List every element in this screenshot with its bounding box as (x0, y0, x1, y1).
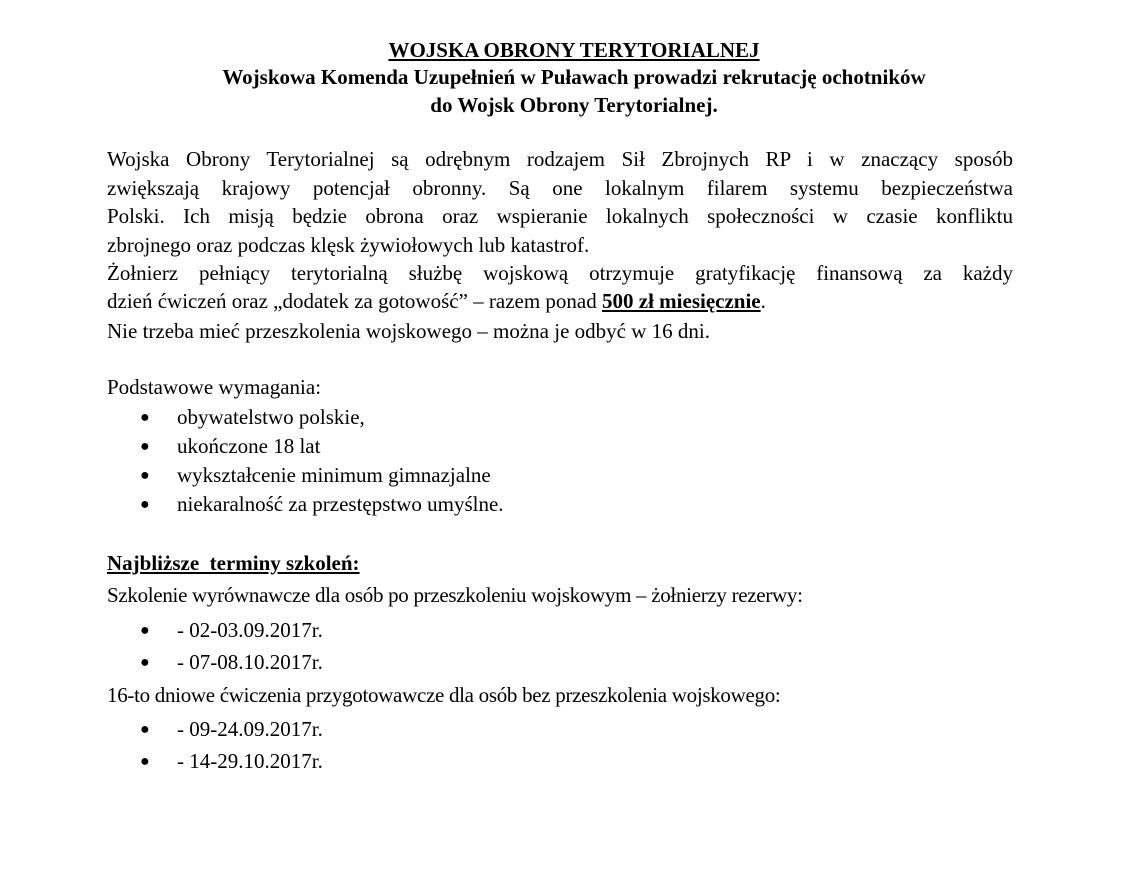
intro-line: zwiększają krajowy potencjał obronny. Są one lokalnym filarem systemu bezpieczeństwa (107, 175, 1013, 200)
requirement-item: ● ukończone 18 lat (140, 434, 321, 458)
intro-paragraph (107, 145, 1013, 288)
document-subtitle-line1: Wojskowa Komenda Uzupełnień w Puławach prowadzi rekrutację ochotników (222, 65, 926, 89)
requirements-heading: Podstawowe wymagania: (107, 375, 322, 399)
reserve-date-item: ● - 07-08.10.2017r. (140, 650, 323, 674)
intro-line: Żołnierz pełniący terytorialną służbę wojskową otrzymuje gratyfikację finansową za każdy (107, 261, 1013, 285)
basic-date-item: ● - 09-24.09.2017r. (140, 717, 323, 741)
bullet-icon: ● (140, 496, 150, 513)
pay-line: dzień ćwiczeń oraz „dodatek za gotowość” – razem ponad 500 zł miesięcznie. (107, 289, 766, 313)
bullet-icon: ● (140, 409, 150, 426)
intro-line: zbrojnego oraz podczas klęsk żywiołowych lub katastrof. (107, 232, 590, 257)
intro-line: Polski. Ich misją będzie obrona oraz wspieranie lokalnych społeczności w czasie konfliktu (107, 204, 1013, 228)
bullet-icon: ● (140, 753, 150, 770)
requirement-item: ● niekaralność za przestępstwo umyślne. (140, 492, 504, 516)
bullet-icon: ● (140, 721, 150, 738)
basic-date-item: ● - 14-29.10.2017r. (140, 749, 323, 773)
bullet-icon: ● (140, 438, 150, 455)
reserve-date-item: ● - 02-03.09.2017r. (140, 618, 323, 642)
pay-amount: 500 zł miesięcznie (602, 289, 761, 313)
requirement-item: ● obywatelstwo polskie, (140, 405, 365, 429)
training-note: Nie trzeba mieć przeszkolenia wojskowego – można je odbyć w 16 dni. (107, 319, 710, 343)
document-title: WOJSKA OBRONY TERYTORIALNEJ (388, 38, 760, 62)
reserve-training-label: Szkolenie wyrównawcze dla osób po przeszkoleniu wojskowym – żołnierzy rezerwy: (107, 583, 803, 607)
intro-line: Wojska Obrony Terytorialnej są odrębnym rodzajem Sił Zbrojnych RP i w znaczący sposób (107, 147, 1013, 171)
trainings-heading: Najbliższe terminy szkoleń: (107, 551, 360, 575)
bullet-icon: ● (140, 654, 150, 671)
basic-training-label: 16-to dniowe ćwiczenia przygotowawcze dla osób bez przeszkolenia wojskowego: (107, 683, 781, 707)
requirement-item: ● wykształcenie minimum gimnazjalne (140, 463, 491, 487)
bullet-icon: ● (140, 467, 150, 484)
document-subtitle-line2: do Wojsk Obrony Terytorialnej. (430, 93, 718, 117)
bullet-icon: ● (140, 622, 150, 639)
